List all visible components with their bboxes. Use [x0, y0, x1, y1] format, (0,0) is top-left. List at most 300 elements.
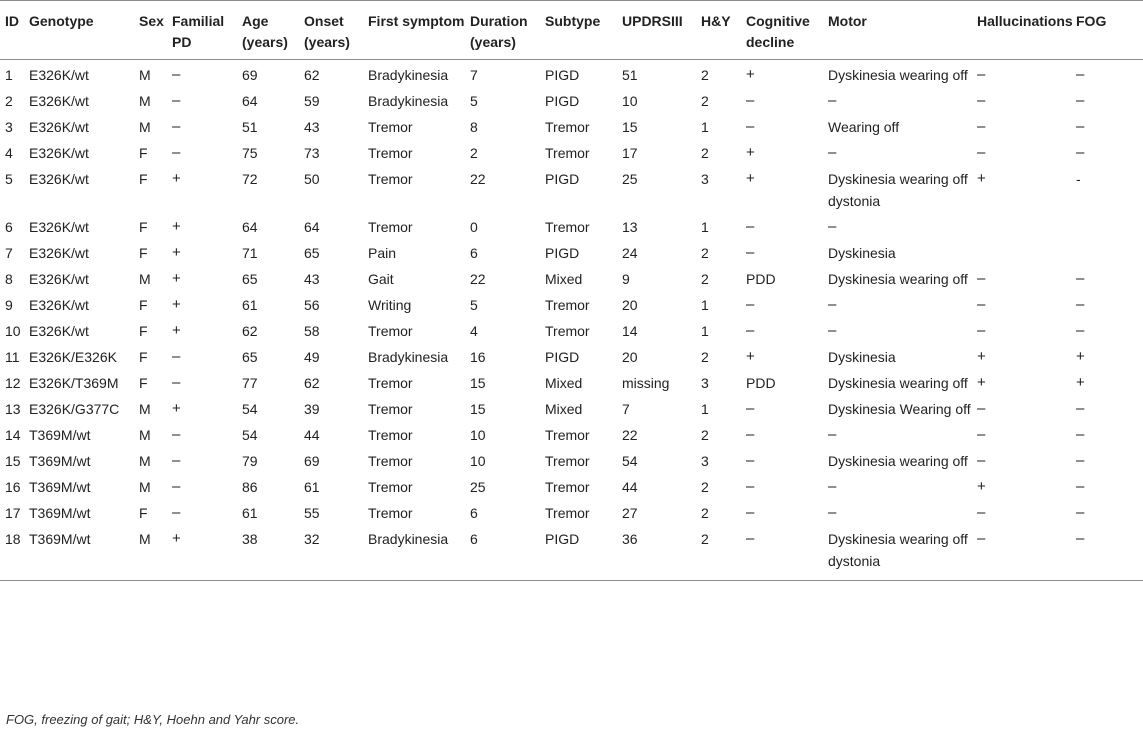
- table-cell: -: [1076, 171, 1081, 187]
- table-cell: +: [1076, 374, 1085, 391]
- table-cell: +: [172, 400, 181, 417]
- table-cell: Tremor: [545, 119, 590, 135]
- table-cell: [1076, 212, 1143, 238]
- table-cell: –: [746, 118, 755, 135]
- table-cell: 43: [304, 119, 320, 135]
- table-cell: E326K/wt: [29, 145, 89, 161]
- table-cell: –: [977, 426, 986, 443]
- table-cell: 65: [304, 245, 320, 261]
- table-cell: 49: [304, 349, 320, 365]
- table-cell: +: [746, 348, 755, 365]
- table-cell: –: [977, 66, 986, 83]
- table-cell: –: [1076, 426, 1085, 443]
- table-cell: 62: [304, 375, 320, 391]
- table-cell: PIGD: [545, 171, 580, 187]
- table-cell: 38: [242, 524, 304, 581]
- table-cell: +: [172, 296, 181, 313]
- table-footnote: FOG, freezing of gait; H&Y, Hoehn and Yahr score.: [6, 712, 300, 727]
- table-cell: –: [746, 296, 755, 313]
- table-cell: Dyskinesia wearing off: [828, 453, 968, 469]
- table-cell: 62: [304, 67, 320, 83]
- table-cell: E326K/wt: [29, 67, 89, 83]
- table-cell: –: [828, 218, 837, 235]
- table-cell: Bradykinesia: [368, 524, 470, 581]
- table-cell: Mixed: [545, 271, 583, 287]
- column-header: Motor: [828, 1, 977, 60]
- table-cell: –: [172, 92, 181, 109]
- table-cell: 43: [304, 271, 320, 287]
- table-cell: 17: [622, 145, 638, 161]
- table-cell: F: [139, 245, 148, 261]
- table-cell: 7: [622, 401, 630, 417]
- table-cell: 54: [242, 427, 258, 443]
- table-cell: 2: [701, 524, 746, 581]
- table-cell: –: [746, 322, 755, 339]
- table-cell: –: [1076, 270, 1085, 287]
- table-cell: 2: [701, 479, 709, 495]
- table-cell: [1076, 238, 1143, 264]
- table-cell: 65: [242, 349, 258, 365]
- column-header: Sex: [139, 1, 172, 60]
- table-cell: E326K/wt: [29, 219, 89, 235]
- table-cell: Bradykinesia: [368, 67, 449, 83]
- table-cell: 3: [701, 375, 709, 391]
- column-header: Subtype: [545, 1, 622, 60]
- table-cell: Tremor: [545, 323, 590, 339]
- table-cell: Tremor: [368, 323, 413, 339]
- table-cell: –: [746, 452, 755, 469]
- table-cell: 2: [701, 67, 709, 83]
- table-cell: 15: [470, 375, 486, 391]
- table-cell: M: [139, 401, 151, 417]
- table-row: [0, 368, 1143, 394]
- table-cell: PIGD: [545, 524, 622, 581]
- table-cell: +: [172, 218, 181, 235]
- table-cell: 32: [304, 524, 368, 581]
- table-cell: M: [139, 119, 151, 135]
- table-cell: 10: [470, 453, 486, 469]
- table-cell: 15: [622, 119, 638, 135]
- table-cell: –: [746, 504, 755, 521]
- table-cell: Bradykinesia: [368, 93, 449, 109]
- table-cell: 2: [701, 349, 709, 365]
- table-row: [0, 446, 1143, 472]
- table-cell: +: [172, 270, 181, 287]
- table-cell: 55: [304, 505, 320, 521]
- table-cell: 8: [5, 271, 13, 287]
- table-cell: +: [977, 348, 986, 365]
- table-cell: 2: [701, 427, 709, 443]
- table-cell: 1: [701, 119, 709, 135]
- table-cell: E326K/wt: [29, 323, 89, 339]
- table-cell: Tremor: [368, 427, 413, 443]
- table-cell: 64: [242, 93, 258, 109]
- column-header: Onset (years): [304, 1, 368, 60]
- table-cell: 5: [470, 297, 478, 313]
- table-cell: 2: [701, 93, 709, 109]
- table-cell: Writing: [368, 297, 412, 313]
- table-cell: –: [746, 92, 755, 109]
- table-cell: –: [1076, 144, 1085, 161]
- table-cell: 13: [622, 219, 638, 235]
- table-cell: T369M/wt: [29, 453, 91, 469]
- table-cell: 14: [622, 323, 638, 339]
- table-cell: 25: [622, 171, 638, 187]
- table-cell: E326K/wt: [29, 171, 89, 187]
- table-cell: –: [977, 524, 1076, 581]
- table-row: [0, 342, 1143, 368]
- table-cell: Gait: [368, 271, 394, 287]
- table-cell: Tremor: [368, 171, 413, 187]
- table-cell: T369M/wt: [29, 427, 91, 443]
- table-cell: –: [977, 322, 986, 339]
- table-cell: 1: [701, 219, 709, 235]
- table-cell: 39: [304, 401, 320, 417]
- column-header: FOG: [1076, 1, 1143, 60]
- table-cell: +: [746, 170, 755, 187]
- table-cell: +: [172, 244, 181, 261]
- table-cell: Dyskinesia wearing off dystonia: [828, 171, 968, 209]
- table-cell: E326K/wt: [29, 119, 89, 135]
- table-cell: T369M/wt: [29, 479, 91, 495]
- table-cell: +: [172, 524, 242, 581]
- table-cell: 25: [470, 479, 486, 495]
- table-row: [0, 212, 1143, 238]
- table-cell: 7: [5, 245, 13, 261]
- table-cell: –: [746, 218, 755, 235]
- column-header: Cognitive decline: [746, 1, 828, 60]
- table-cell: E326K/wt: [29, 245, 89, 261]
- table-cell: F: [139, 349, 148, 365]
- table-cell: –: [977, 452, 986, 469]
- column-header: Duration (years): [470, 1, 545, 60]
- table-cell: +: [746, 66, 755, 83]
- table-cell: 56: [304, 297, 320, 313]
- table-cell: 71: [242, 245, 258, 261]
- table-cell: T369M/wt: [29, 524, 139, 581]
- table-cell: 13: [5, 401, 21, 417]
- table-cell: –: [1076, 400, 1085, 417]
- table-row: [0, 498, 1143, 524]
- table-cell: PIGD: [545, 93, 580, 109]
- table-cell: PIGD: [545, 67, 580, 83]
- table-cell: 50: [304, 171, 320, 187]
- table-cell: 36: [622, 524, 701, 581]
- table-cell: Tremor: [368, 375, 413, 391]
- table-cell: 2: [701, 245, 709, 261]
- table-cell: 16: [5, 479, 21, 495]
- table-cell: 5: [5, 171, 13, 187]
- table-cell: 4: [470, 323, 478, 339]
- table-cell: F: [139, 171, 148, 187]
- table-cell: 10: [470, 427, 486, 443]
- table-cell: Tremor: [545, 145, 590, 161]
- table-cell: 20: [622, 349, 638, 365]
- table-cell: 9: [5, 297, 13, 313]
- table-cell: PDD: [746, 375, 776, 391]
- table-cell: –: [977, 270, 986, 287]
- table-cell: 22: [622, 427, 638, 443]
- table-cell: M: [139, 453, 151, 469]
- table-cell: –: [828, 322, 837, 339]
- table-row: [0, 290, 1143, 316]
- table-row: [0, 264, 1143, 290]
- table-cell: 27: [622, 505, 638, 521]
- table-cell: 16: [470, 349, 486, 365]
- table-cell: Dyskinesia wearing off dystonia: [828, 524, 977, 581]
- table-cell: Tremor: [545, 427, 590, 443]
- table-cell: 72: [242, 171, 258, 187]
- table-cell: Tremor: [368, 401, 413, 417]
- table-cell: M: [139, 67, 151, 83]
- table-cell: –: [1076, 66, 1085, 83]
- table-row: [0, 112, 1143, 138]
- table-cell: 1: [701, 297, 709, 313]
- table-cell: F: [139, 145, 148, 161]
- table-cell: 2: [701, 505, 709, 521]
- table-cell: –: [746, 426, 755, 443]
- table-cell: Dyskinesia: [828, 245, 896, 261]
- table-cell: –: [172, 66, 181, 83]
- table-cell: Dyskinesia: [828, 349, 896, 365]
- table-cell: 5: [470, 93, 478, 109]
- table-cell: Pain: [368, 245, 397, 261]
- table-cell: –: [977, 400, 986, 417]
- table-cell: 44: [622, 479, 638, 495]
- table-cell: 58: [304, 323, 320, 339]
- table-cell: –: [746, 244, 755, 261]
- column-header: Hallucinations: [977, 1, 1076, 60]
- table-cell: 22: [470, 271, 486, 287]
- table-cell: Tremor: [545, 453, 590, 469]
- table-cell: Tremor: [368, 453, 413, 469]
- table-cell: 12: [5, 375, 21, 391]
- table-cell: 18: [0, 524, 29, 581]
- table-cell: Wearing off: [828, 119, 900, 135]
- table-cell: 61: [304, 479, 320, 495]
- table-cell: Tremor: [368, 479, 413, 495]
- table-cell: M: [139, 427, 151, 443]
- table-cell: 54: [622, 453, 638, 469]
- table-cell: –: [828, 478, 837, 495]
- table-cell: +: [977, 170, 986, 187]
- table-cell: –: [977, 118, 986, 135]
- table-cell: 6: [470, 245, 478, 261]
- column-header: Age (years): [242, 1, 304, 60]
- table-cell: 44: [304, 427, 320, 443]
- table-cell: 11: [5, 349, 20, 365]
- table-cell: –: [1076, 118, 1085, 135]
- table-cell: –: [172, 478, 181, 495]
- table-cell: Dyskinesia wearing off: [828, 375, 968, 391]
- table-cell: T369M/wt: [29, 505, 91, 521]
- table-cell: E326K/wt: [29, 271, 89, 287]
- table-cell: 8: [470, 119, 478, 135]
- table-cell: –: [1076, 504, 1085, 521]
- table-row: [0, 472, 1143, 498]
- table-cell: 3: [701, 453, 709, 469]
- table-header-row: [0, 1, 1143, 60]
- column-header: ID: [0, 1, 29, 60]
- table-cell: –: [1076, 524, 1143, 581]
- table-cell: 73: [304, 145, 320, 161]
- table-cell: E326K/wt: [29, 93, 89, 109]
- table-cell: –: [1076, 296, 1085, 313]
- table-cell: Mixed: [545, 375, 583, 391]
- table-cell: 1: [701, 401, 709, 417]
- table-cell: 14: [5, 427, 21, 443]
- table-cell: Tremor: [545, 297, 590, 313]
- table-cell: 61: [242, 505, 258, 521]
- table-cell: 1: [701, 323, 709, 339]
- table-cell: Tremor: [368, 505, 413, 521]
- table-cell: Dyskinesia wearing off: [828, 271, 968, 287]
- table-cell: 69: [242, 67, 258, 83]
- table-cell: M: [139, 479, 151, 495]
- table-cell: 0: [470, 219, 478, 235]
- table-cell: Tremor: [368, 145, 413, 161]
- table-cell: 64: [242, 219, 258, 235]
- table-cell: 59: [304, 93, 320, 109]
- table-cell: 64: [304, 219, 320, 235]
- column-header: H&Y: [701, 1, 746, 60]
- table-cell: E326K/E326K: [29, 349, 117, 365]
- table-cell: –: [1076, 452, 1085, 469]
- table-cell: +: [977, 478, 986, 495]
- table-cell: –: [172, 118, 181, 135]
- table-row: [0, 86, 1143, 112]
- table-cell: 65: [242, 271, 258, 287]
- table-cell: –: [977, 144, 986, 161]
- table-cell: Bradykinesia: [368, 349, 449, 365]
- table-cell: 2: [701, 145, 709, 161]
- table-cell: +: [977, 374, 986, 391]
- table-cell: 6: [470, 524, 545, 581]
- table-row: [0, 238, 1143, 264]
- table-body: [0, 60, 1143, 581]
- table-cell: –: [746, 478, 755, 495]
- table-row: [0, 138, 1143, 164]
- table-cell: 69: [304, 453, 320, 469]
- table-cell: E326K/T369M: [29, 375, 119, 391]
- table-cell: 61: [242, 297, 258, 313]
- table-cell: 17: [5, 505, 21, 521]
- table-cell: M: [139, 524, 172, 581]
- table-cell: Dyskinesia Wearing off: [828, 401, 971, 417]
- table-cell: Tremor: [545, 505, 590, 521]
- table-cell: –: [1076, 478, 1085, 495]
- table-cell: –: [172, 374, 181, 391]
- table-cell: 2: [5, 93, 13, 109]
- table-cell: –: [746, 400, 755, 417]
- table-cell: –: [977, 296, 986, 313]
- column-header: First symptom: [368, 1, 470, 60]
- table-row: [0, 60, 1143, 87]
- table-cell: 51: [622, 67, 638, 83]
- table-cell: F: [139, 375, 148, 391]
- table-cell: 10: [622, 93, 638, 109]
- table-cell: PDD: [746, 271, 776, 287]
- table-cell: –: [172, 144, 181, 161]
- table-cell: –: [977, 92, 986, 109]
- column-header: Familial PD: [172, 1, 242, 60]
- table-cell: Dyskinesia wearing off: [828, 67, 968, 83]
- table-cell: F: [139, 219, 148, 235]
- table-cell: –: [746, 524, 828, 581]
- table-cell: E326K/wt: [29, 297, 89, 313]
- table-cell: 22: [470, 171, 486, 187]
- table-cell: 7: [470, 67, 478, 83]
- table-cell: +: [172, 322, 181, 339]
- table-cell: PIGD: [545, 349, 580, 365]
- table-cell: M: [139, 271, 151, 287]
- table-cell: 2: [701, 271, 709, 287]
- table-cell: 54: [242, 401, 258, 417]
- table-cell: F: [139, 505, 148, 521]
- table-row: [0, 164, 1143, 212]
- table-cell: [977, 238, 1076, 264]
- table-row: [0, 316, 1143, 342]
- table-cell: Tremor: [368, 219, 413, 235]
- table-cell: 3: [701, 171, 709, 187]
- table-cell: missing: [622, 375, 670, 391]
- table-cell: +: [746, 144, 755, 161]
- table-cell: 2: [470, 145, 478, 161]
- table-cell: 75: [242, 145, 258, 161]
- table-cell: 79: [242, 453, 258, 469]
- table-cell: –: [828, 144, 837, 161]
- table-cell: 86: [242, 479, 258, 495]
- table-cell: 24: [622, 245, 638, 261]
- table-cell: [977, 212, 1076, 238]
- table-cell: 62: [242, 323, 258, 339]
- table-cell: Tremor: [545, 479, 590, 495]
- table-cell: 4: [5, 145, 13, 161]
- table-cell: 6: [470, 505, 478, 521]
- table-cell: F: [139, 297, 148, 313]
- table-row: [0, 394, 1143, 420]
- table-cell: Tremor: [545, 219, 590, 235]
- table-cell: 77: [242, 375, 258, 391]
- table-cell: 9: [622, 271, 630, 287]
- table-cell: 3: [5, 119, 13, 135]
- table-cell: Tremor: [368, 119, 413, 135]
- table-cell: –: [1076, 92, 1085, 109]
- table-cell: –: [828, 504, 837, 521]
- table-cell: PIGD: [545, 245, 580, 261]
- table-cell: +: [1076, 348, 1085, 365]
- table-cell: –: [977, 504, 986, 521]
- table-cell: 15: [5, 453, 21, 469]
- table-cell: 51: [242, 119, 258, 135]
- table-cell: –: [828, 296, 837, 313]
- table-row: [0, 420, 1143, 446]
- table-cell: 10: [5, 323, 21, 339]
- table-cell: 6: [5, 219, 13, 235]
- table-cell: –: [828, 426, 837, 443]
- column-header: Genotype: [29, 1, 139, 60]
- table-cell: E326K/G377C: [29, 401, 120, 417]
- table-cell: 20: [622, 297, 638, 313]
- table-cell: –: [1076, 322, 1085, 339]
- table-cell: –: [172, 452, 181, 469]
- table-cell: –: [172, 426, 181, 443]
- table-row: [0, 524, 1143, 581]
- table-cell: –: [828, 92, 837, 109]
- table-cell: –: [172, 348, 181, 365]
- table-cell: 15: [470, 401, 486, 417]
- table-cell: Mixed: [545, 401, 583, 417]
